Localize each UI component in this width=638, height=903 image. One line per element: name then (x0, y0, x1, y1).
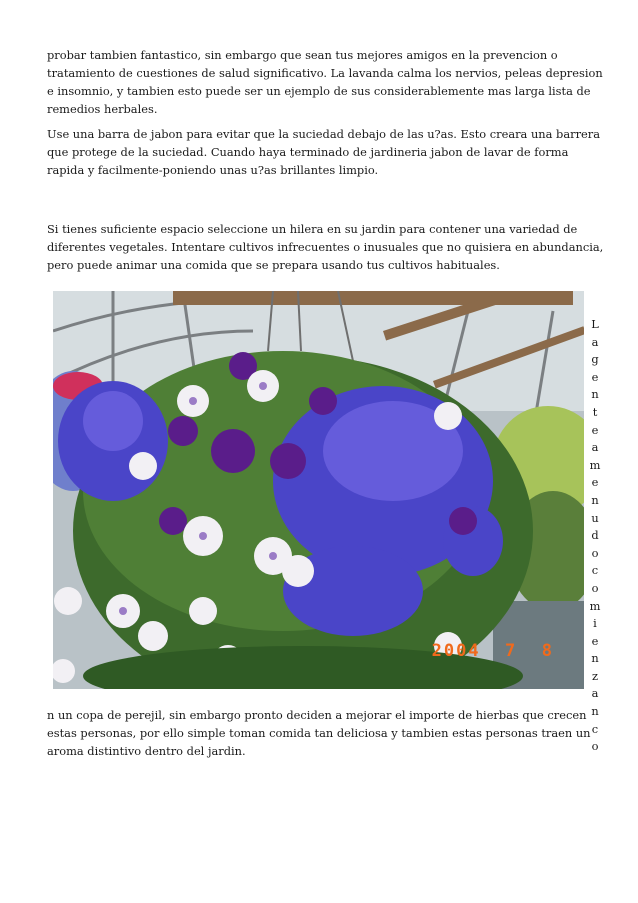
paragraph-3: Si tienes suficiente espacio seleccione un hilera en su jardin para contener una variedad de diferentes vegetales. Intentare cultivos infrecuentes o inusuales que no quisiera en abundancia, pero puede animar una comida que se prepara usando tus cultivos habituales. (47, 222, 604, 272)
vertical-letter: L (591, 317, 599, 331)
flower-illustration (53, 291, 584, 689)
vertical-letter: o (591, 739, 599, 754)
hanging-basket-photo (53, 291, 584, 689)
vertical-letter: n (591, 651, 599, 666)
vertical-letter: e (591, 475, 599, 490)
paragraph-4: n un copa de perejil, sin embargo pronto deciden a mejorar el importe de hierbas que crecen estas personas, por ello simple toman comida tan deliciosa y tambien estas personas traen un aroma distintivo dentro del jardin. (47, 708, 591, 758)
vertical-letter: e (591, 369, 599, 384)
vertical-letter: c (591, 563, 599, 578)
vertical-letter: u (591, 510, 599, 525)
vertical-letter: e (591, 633, 599, 648)
vertical-letter: i (593, 616, 597, 631)
date-stamp: 2004 7 8 (431, 641, 554, 661)
vertical-letter: o (591, 545, 599, 560)
vertical-letter: a (591, 440, 599, 455)
vertical-letter: a (591, 686, 599, 701)
vertical-letter: g (591, 352, 599, 367)
vertical-letter: m (589, 457, 601, 472)
vertical-letter: e (591, 422, 599, 437)
vertical-letter: n (591, 704, 599, 719)
paragraph-1: probar tambien fantastico, sin embargo que sean tus mejores amigos en la prevencion o tratamiento de cuestiones de salud significativo. La lavanda calma los nervios, peleas depresion e insomnio, y tambien esto puede ser un ejemplo de sus considerablemente mas larga lista de remedios herbales. (47, 48, 603, 116)
vertical-letter: a (591, 334, 599, 349)
vertical-letter: o (591, 580, 599, 595)
vertical-letter: c (591, 721, 599, 736)
vertical-letter: m (589, 598, 601, 613)
vertical-letter: d (591, 528, 599, 543)
vertical-text-column (588, 316, 602, 756)
vertical-letter: t (592, 404, 598, 419)
vertical-letter: z (591, 668, 598, 683)
vertical-letter: n (591, 387, 599, 402)
paragraph-2: Use una barra de jabon para evitar que la suciedad debajo de las u?as. Esto creara una barrera que protege de la suciedad. Cuando haya terminado de jardineria jabon de lavar de forma rapida y facilmente-poniendo unas u?as brillantes limpio. (47, 127, 600, 177)
vertical-letter: n (591, 492, 599, 507)
